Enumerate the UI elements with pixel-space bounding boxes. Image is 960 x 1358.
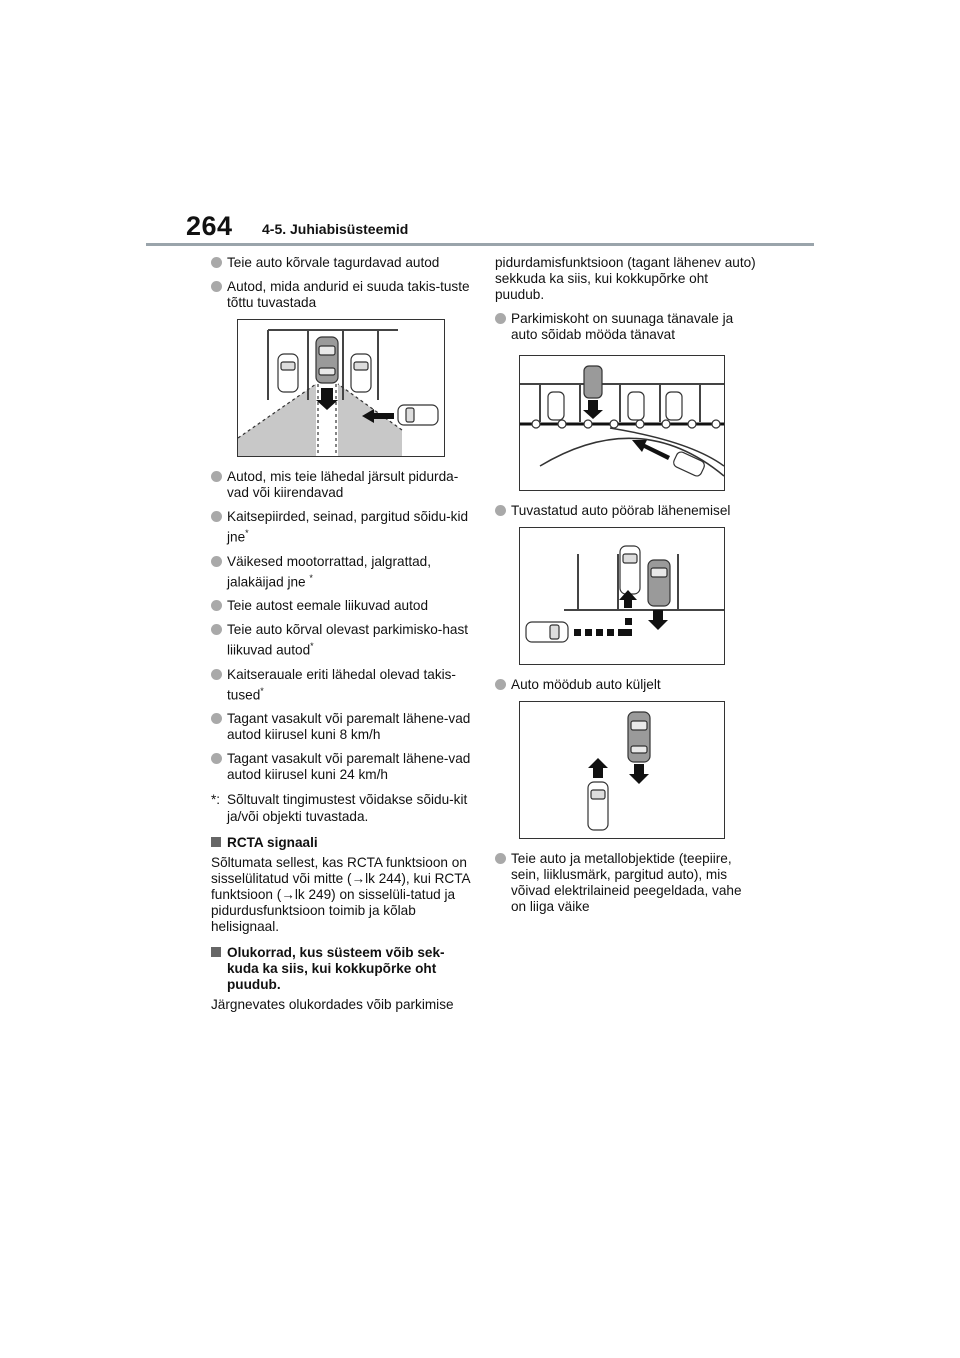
list-item: Väikesed mootorrattad, jalgrattad, jalakäijad jne * bbox=[211, 554, 471, 591]
bullet-dot bbox=[211, 257, 222, 268]
list-item: Tagant vasakult või paremalt lähene-vad autod kiirusel kuni 8 km/h bbox=[211, 711, 471, 743]
approaching-car bbox=[672, 450, 706, 477]
bullet-dot bbox=[211, 471, 222, 482]
heading-situations: Olukorrad, kus süsteem võib sek-kuda ka siis, kui kokkupõrke oht puudub. bbox=[211, 945, 471, 993]
parked-car-right bbox=[351, 354, 371, 392]
heading-rcta: RCTA signaali bbox=[211, 835, 471, 851]
bullet-dot bbox=[495, 505, 506, 516]
left-column bbox=[211, 255, 471, 1019]
bullet-dot bbox=[211, 511, 222, 522]
figure-parking-sensor-areas bbox=[237, 319, 445, 457]
own-car bbox=[628, 712, 650, 762]
bullet-dot bbox=[495, 679, 506, 690]
list-item: Autod, mis teie lähedal järsult pidurda-vad või kiirendavad bbox=[211, 469, 471, 501]
footnote-mark: *: bbox=[211, 792, 221, 808]
footnote: *: Sõltuvalt tingimustest võidakse sõidu-kit ja/või objekti tuvastada. bbox=[211, 792, 468, 825]
header-rule bbox=[146, 243, 814, 246]
list-item: Tuvastatud auto pöörab lähenemisel bbox=[495, 503, 757, 519]
arrow-down-icon bbox=[629, 764, 649, 784]
arrow-up-icon bbox=[588, 758, 608, 778]
bullet-dot bbox=[211, 556, 222, 567]
bullet-dot bbox=[211, 600, 222, 611]
list-item: Tagant vasakult või paremalt lähene-vad autod kiirusel kuni 24 km/h bbox=[211, 751, 471, 783]
arrow-down-icon bbox=[316, 388, 338, 410]
sensor-area-left bbox=[238, 384, 316, 456]
bullet-dot bbox=[211, 753, 222, 764]
list-item: Teie auto kõrvale tagurdavad autod bbox=[211, 255, 471, 271]
arrow-down-icon bbox=[583, 400, 603, 419]
approaching-car bbox=[398, 405, 438, 425]
figure-passing-car bbox=[519, 701, 725, 839]
bullet-dot bbox=[495, 313, 506, 324]
square-bullet-icon bbox=[211, 837, 221, 847]
list-item: Auto möödub auto küljelt bbox=[495, 677, 757, 693]
list-item: Teie auto ja metallobjektide (teepiire, sein, liiklusmärk, pargitud auto), mis võivad elektrilaineid peegeldada, vahe on liiga väike bbox=[495, 851, 757, 915]
list-item: Parkimiskoht on suunaga tänavale ja auto sõidab mööda tänavat bbox=[495, 311, 757, 343]
bullet-dot bbox=[211, 669, 222, 680]
paragraph-continued: pidurdamisfunktsioon (tagant lähenev auto) sekkuda ka siis, kui kokkupõrke oht puudub. bbox=[495, 255, 756, 302]
list-item: Teie auto kõrval olevast parkimisko-hast liikuvad autod* bbox=[211, 622, 471, 659]
list-item: Kaitserauale eriti lähedal olevad takis-tused* bbox=[211, 667, 471, 704]
passing-car bbox=[588, 782, 608, 830]
own-car bbox=[316, 337, 338, 383]
bullet-dot bbox=[211, 713, 222, 724]
arrow-down-icon bbox=[648, 610, 668, 630]
page-number: 264 bbox=[186, 211, 233, 241]
bullet-dot bbox=[211, 281, 222, 292]
paragraph-situations: Järgnevates olukordades võib parkimise bbox=[211, 997, 454, 1013]
list-item: Kaitsepiirded, seinad, pargitud sõidu-kid jne* bbox=[211, 509, 471, 546]
figure-street-parking bbox=[519, 355, 725, 491]
parked-car bbox=[620, 546, 640, 594]
parked-car-left bbox=[278, 354, 298, 392]
dotted-path bbox=[574, 618, 632, 636]
square-bullet-icon bbox=[211, 947, 221, 957]
own-car bbox=[648, 560, 670, 606]
section-title: 4-5. Juhiabisüsteemid bbox=[262, 221, 409, 237]
list-item: Autod, mida andurid ei suuda takis-tuste tõttu tuvastada bbox=[211, 279, 471, 311]
paragraph-rcta: Sõltumata sellest, kas RCTA funktsioon on sisselülitatud või mitte (→lk 244), kui RCTA funktsioon (→lk 249) on sisselüli-tatud ja pidurdusfunktsioon toimib ja kõlab helisignaal. bbox=[211, 855, 470, 935]
own-car bbox=[584, 366, 602, 398]
approaching-car bbox=[526, 622, 568, 642]
list-item: Teie autost eemale liikuvad autod bbox=[211, 598, 471, 614]
figure-turning-car bbox=[519, 527, 725, 665]
right-column bbox=[495, 255, 757, 923]
bullet-dot bbox=[211, 624, 222, 635]
bullet-dot bbox=[495, 853, 506, 864]
